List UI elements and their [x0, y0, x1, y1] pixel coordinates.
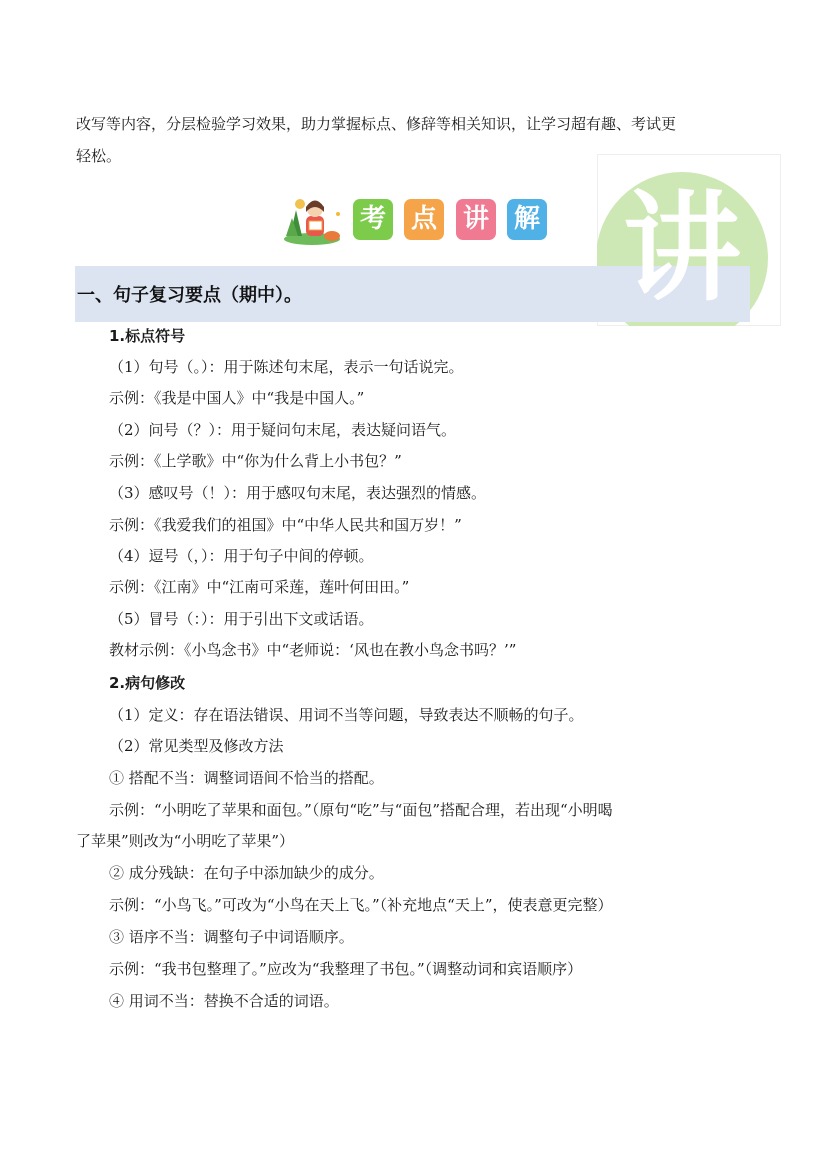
text-line: （1）句号（。）：用于陈述句末尾，表示一句话说完。 [109, 358, 464, 376]
text-line: ① 搭配不当：调整词语间不恰当的搭配。 [109, 769, 384, 787]
text-line: 示例：“小明吃了苹果和面包。”（原句“吃”与“面包”搭配合理，若出现“小明喝 [109, 801, 613, 819]
text-line: ④ 用词不当：替换不合适的词语。 [109, 992, 339, 1010]
heading-sentence-correction: 2.病句修改 [109, 674, 186, 692]
text-line: 示例：“小鸟飞。”可改为“小鸟在天上飞。”（补充地点“天上”，使表意更完整） [109, 896, 613, 914]
text-line: 示例：《江南》中“江南可采莲，莲叶何田田。” [109, 578, 410, 596]
intro-line-2: 轻松。 [76, 147, 122, 165]
text-line: ② 成分残缺：在句子中添加缺少的成分。 [109, 864, 384, 882]
tile-dian: 点 [404, 199, 444, 240]
text-line: 示例：《上学歌》中“你为什么背上小书包？” [109, 452, 402, 470]
text-line: 示例：《我爱我们的祖国》中“中华人民共和国万岁！” [109, 516, 462, 534]
text-line: （1）定义：存在语法错误、用词不当等问题，导致表达不顺畅的句子。 [109, 706, 584, 724]
tile-jiang: 讲 [456, 199, 496, 240]
intro-line-1: 改写等内容，分层检验学习效果，助力掌握标点、修辞等相关知识，让学习超有趣、考试更 [76, 115, 677, 133]
section-title: 一、句子复习要点（期中）。 [77, 285, 302, 306]
text-line: （2）问号（？）：用于疑问句末尾，表达疑问语气。 [109, 421, 457, 439]
text-line: （5）冒号（：）：用于引出下文或话语。 [109, 610, 374, 628]
text-line: 教材示例：《小鸟念书》中“老师说：‘风也在教小鸟念书吗？’” [109, 641, 517, 659]
text-line: （2）常见类型及修改方法 [109, 737, 284, 755]
text-line: （3）感叹号（！）：用于感叹句末尾，表达强烈的情感。 [109, 484, 487, 502]
text-line: 示例：《我是中国人》中“我是中国人。” [109, 389, 365, 407]
tile-kao: 考 [353, 199, 393, 240]
heading-punctuation: 1.标点符号 [109, 327, 186, 345]
girl-reading-illustration [282, 190, 346, 246]
watermark-char: 讲 [622, 179, 741, 317]
text-line: （4）逗号（，）：用于句子中间的停顿。 [109, 547, 374, 565]
text-line: 了苹果”则改为“小明吃了苹果”） [76, 832, 295, 850]
tile-jie: 解 [507, 199, 547, 240]
text-line: ③ 语序不当：调整句子中词语顺序。 [109, 928, 354, 946]
text-line: 示例：“我书包整理了。”应改为“我整理了书包。”（调整动词和宾语顺序） [109, 960, 583, 978]
